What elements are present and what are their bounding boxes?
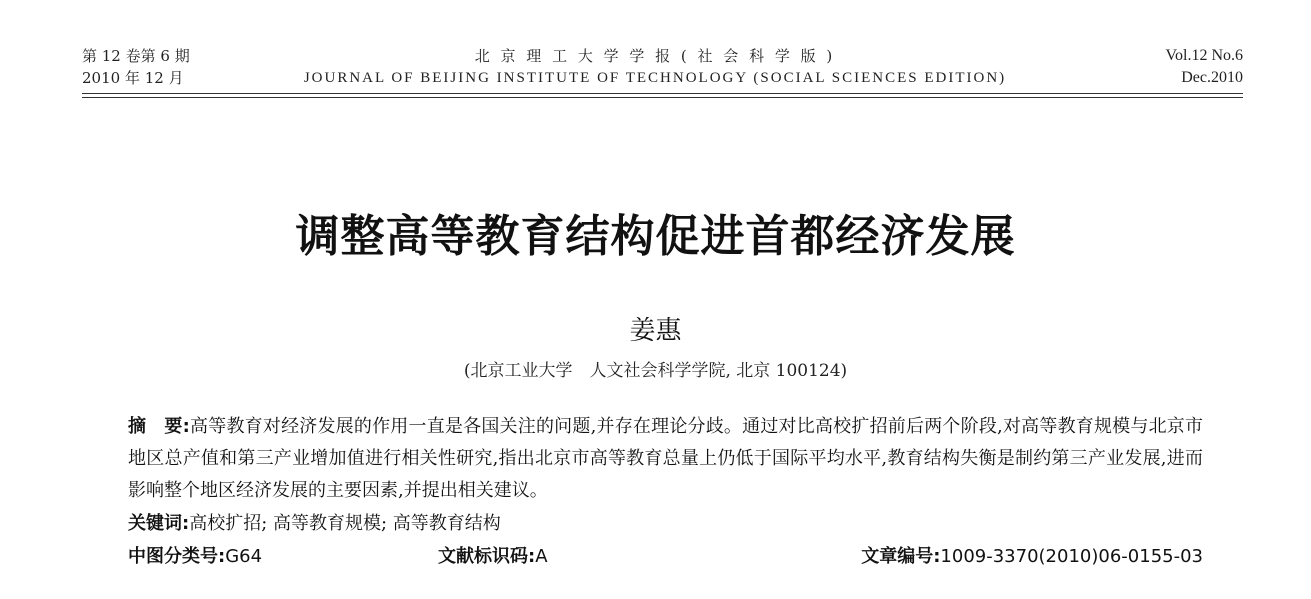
publication-date-en: Dec.2010 [1181, 69, 1243, 86]
volume-issue-en: Vol.12 No.6 [1165, 47, 1243, 64]
abstract-text: 高等教育对经济发展的作用一直是各国关注的问题,并存在理论分歧。通过对比高校扩招前后两个阶段,对高等教育规模与北京市地区总产值和第三产业增加值进行相关性研究,指出北京市高等教育总量上仍低于国际平均水平,教育结构失衡是制约第三产业发展,进而影响整个地区经济发展的主要因素,并提出相关建议。 [128, 416, 1204, 501]
keywords-text: 高校扩招; 高等教育规模; 高等教育结构 [189, 513, 501, 534]
issue-info [82, 45, 190, 89]
abstract [128, 411, 1203, 507]
keywords [128, 510, 501, 538]
document-code-label: 文献标识码: [438, 546, 536, 567]
article-number-value: 1009-3370(2010)06-0155-03 [940, 546, 1203, 567]
article-number [861, 543, 1203, 571]
clc-value: G64 [225, 546, 263, 567]
clc-label: 中图分类号: [128, 546, 226, 567]
clc-number [128, 543, 262, 571]
article-number-label: 文章编号: [861, 546, 941, 567]
journal-name-en: JOURNAL OF BEIJING INSTITUTE OF TECHNOLOGY (SOCIAL SCIENCES EDITION) [303, 70, 1007, 86]
header-rule-top [82, 93, 1243, 94]
abstract-label: 摘 要: [128, 416, 190, 437]
author-affiliation: (北京工业大学 人文社会科学学院, 北京 100124) [463, 361, 848, 381]
publication-date: 2010 年 12 月 [82, 69, 184, 87]
journal-name-cn: 北 京 理 工 大 学 学 报 ( 社 会 科 学 版 ) [474, 47, 836, 65]
classification-info [128, 543, 1203, 571]
article-author: 姜惠 [629, 316, 682, 346]
journal-name [245, 45, 1065, 89]
article-title: 调整高等教育结构促进首都经济发展 [295, 211, 1016, 262]
document-code-value: A [535, 546, 548, 567]
document-code [438, 543, 548, 571]
issue-info-en [1166, 45, 1244, 89]
volume-issue: 第 12 卷第 6 期 [82, 47, 190, 65]
header-rule-bottom [82, 97, 1243, 98]
keywords-label: 关键词: [128, 513, 190, 534]
